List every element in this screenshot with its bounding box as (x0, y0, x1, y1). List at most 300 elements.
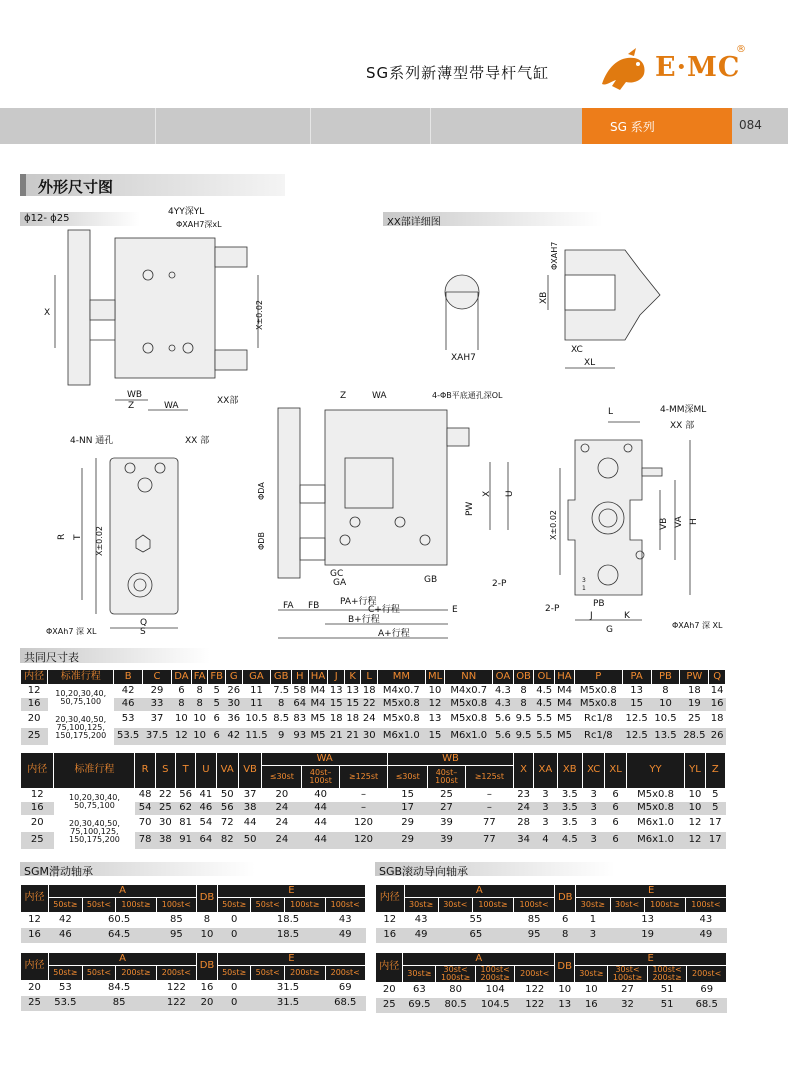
table-cell: 37.5 (143, 728, 172, 745)
table-cell: 15 (622, 698, 651, 711)
table-header-cell: J (328, 670, 345, 685)
table-header-cell: A (404, 885, 555, 898)
table-cell: 10 (175, 713, 188, 725)
top-wa: WA (164, 401, 179, 411)
table-cell: 5 (208, 698, 226, 711)
table-cell: 50 (220, 789, 234, 801)
common-dims-table-1 (20, 669, 726, 745)
side-2p: 2-P (545, 604, 560, 614)
table-header-cell: ML (425, 670, 445, 685)
table-header-cell: 100st≥ (472, 898, 513, 913)
table-cell: 31.5 (276, 982, 300, 994)
side-h: H (689, 518, 699, 525)
table-header-row (21, 953, 366, 966)
left-xah7: ΦXAh7 深 XL (46, 627, 97, 636)
table-cell: 8 (203, 914, 211, 926)
table-cell: 53.5 (114, 728, 143, 745)
table-header-cell: VB (238, 753, 261, 789)
table-header-cell: PW (680, 670, 709, 685)
table-cell: 42 (121, 685, 135, 697)
table-cell: 9.5 (513, 728, 534, 745)
table-header-cell: 200st≥ (116, 966, 156, 981)
table-cell: 65 (438, 928, 513, 943)
table-cell: M5x0.8 (579, 685, 617, 697)
top-wb: WB (127, 390, 143, 400)
table-row (21, 728, 726, 745)
table-cell: 70 (138, 817, 152, 829)
table-cell: 16 (575, 998, 608, 1013)
table-cell: 5.5 (536, 713, 553, 725)
table-header-cell: GB (271, 670, 292, 685)
table-cell: 17 (388, 802, 428, 815)
table-cell: 16 (376, 928, 405, 943)
table-cell: 53 (121, 713, 135, 725)
side-port-3: 3 (582, 577, 586, 584)
table-cell: – (465, 802, 513, 815)
front-ob-label: 4-ΦB平底通孔深OL (432, 391, 503, 400)
table-header-cell: U (196, 753, 216, 789)
table-header-cell: 50st≥ (49, 898, 83, 913)
table-header-cell: OA (493, 670, 514, 685)
sgb-table-1 (375, 884, 727, 943)
side-xx-part: XX 部 (670, 421, 695, 431)
table-cell: 25 (21, 832, 54, 849)
side-j: J (590, 611, 593, 621)
table-cell: 29 (401, 817, 415, 829)
left-t: T (73, 534, 83, 540)
table-cell: 3.5 (561, 817, 578, 829)
table-header-cell: DB (555, 885, 576, 913)
table-cell: 12 (30, 789, 44, 801)
table-cell: 19 (680, 698, 709, 711)
table-header-cell: 内径 (376, 885, 405, 913)
table-cell: 30 (361, 728, 378, 745)
table-cell: 5 (705, 802, 725, 815)
table-cell: 78 (135, 832, 155, 849)
sgm-title-bar (20, 862, 255, 876)
table-cell: 38 (155, 832, 175, 849)
table-cell: 24 (262, 802, 302, 815)
table-header-cell: MM (377, 670, 425, 685)
table-cell: 64.5 (82, 928, 156, 943)
table-cell: 24 (262, 832, 302, 849)
sgm-table-1 (20, 884, 366, 943)
table-cell: 27 (621, 984, 634, 996)
table-cell: 3 (582, 832, 604, 849)
table-row (376, 913, 727, 929)
table-cell: 6 (612, 789, 619, 801)
table-header-cell: DA (171, 670, 191, 685)
table-header-cell: 30st≥ (576, 898, 610, 913)
table-cell: 43 (414, 914, 428, 926)
front-da: ΦDA (257, 482, 266, 500)
table-cell: 91 (175, 832, 195, 849)
table-header-cell: E (575, 953, 727, 966)
series-label: SG 系列 (610, 120, 655, 134)
table-cell: 122 (525, 984, 545, 996)
table-cell: 21 (328, 728, 345, 745)
table-header-cell: XA (534, 753, 557, 789)
table-cell: 13 (428, 713, 442, 725)
table-cell: 43 (338, 914, 352, 926)
table-cell: 29 (150, 685, 164, 697)
table-cell: 25 (687, 713, 701, 725)
table-cell: 15 (329, 698, 343, 710)
table-cell: 85 (527, 914, 541, 926)
table-cell: 0 (217, 928, 251, 943)
table-cell: 56 (216, 802, 238, 815)
table-cell: 49 (685, 928, 726, 943)
table-header-cell: 内径 (21, 753, 54, 789)
front-b: B+行程 (348, 615, 380, 625)
table-cell: 21 (344, 728, 361, 745)
table-cell: 25 (376, 998, 403, 1013)
table-cell: M5 (556, 713, 572, 725)
table-header-cell: WB (388, 753, 514, 766)
table-cell: 8.5 (273, 713, 290, 725)
table-cell: 20,30,40,50, 75,100,125, 150,175,200 (55, 715, 107, 740)
table-cell: 40 (314, 789, 327, 801)
front-gb: GB (424, 575, 438, 585)
table-header-cell: 50st< (251, 966, 285, 981)
table-cell: 6 (208, 728, 226, 745)
table-cell: M5 (308, 728, 328, 745)
table-header-cell: XB (557, 753, 582, 789)
table-cell: 30 (158, 817, 172, 829)
top-xah7-label: ΦXAH7深xL (176, 220, 222, 229)
table-cell: 28.5 (680, 728, 709, 745)
table-cell: 95 (514, 928, 555, 943)
detail-xl: XL (584, 358, 596, 368)
brand-name: E·MC (655, 52, 741, 83)
detail-xb: XB (539, 291, 549, 304)
table-cell: 120 (353, 817, 374, 829)
table-cell: M5x0.8 (574, 698, 622, 711)
table-cell: 0 (230, 914, 238, 926)
table-cell: – (361, 789, 366, 801)
table-header-cell: 50st< (82, 898, 116, 913)
table-header-cell: YL (685, 753, 705, 789)
table-header-cell: 100st≥ (116, 898, 156, 913)
table-cell: 11 (250, 685, 263, 697)
table-cell: 16 (21, 698, 48, 711)
table-row (21, 698, 726, 711)
table-cell: 37 (150, 713, 164, 725)
table-cell: 18.5 (251, 928, 325, 943)
table-header-cell: OL (534, 670, 555, 685)
page-number: 084 (739, 118, 762, 132)
table-cell: 3.5 (561, 789, 578, 801)
table-cell: 18 (710, 713, 724, 725)
table-header-cell: ≤30st (388, 766, 428, 789)
table-cell: 60.5 (108, 914, 131, 926)
table-cell: 8 (171, 698, 191, 711)
table-header-cell: NN (445, 670, 493, 685)
table-header-cell: 内径 (376, 953, 403, 983)
table-cell: 20 (27, 713, 41, 725)
table-cell: 4.5 (534, 698, 555, 711)
table-cell: 8 (191, 698, 208, 711)
table-cell: 122 (166, 982, 186, 994)
table-header-cell: S (155, 753, 175, 789)
side-g: G (606, 625, 613, 635)
top-z: Z (128, 401, 135, 411)
table-row (21, 815, 726, 832)
table-cell: 11.5 (242, 728, 271, 745)
table-cell: M5 (555, 728, 575, 745)
table-cell: 122 (156, 996, 196, 1011)
table-cell: M5x0.8 (377, 698, 425, 711)
table-header-cell: ≥125st (465, 766, 513, 789)
table-cell: 63 (413, 984, 426, 996)
table-header-cell: FA (191, 670, 208, 685)
table-header-cell: 200st≥ (285, 966, 325, 981)
table-cell: Rc1/8 (574, 728, 622, 745)
sgb-title-bar (375, 862, 615, 876)
table-cell: 12 (27, 685, 41, 697)
table-header-cell: 100st< (325, 898, 366, 913)
table-cell: 13 (346, 685, 360, 697)
table-cell: 5 (213, 685, 220, 697)
table-cell: 10 (193, 713, 206, 725)
table-cell: 16 (21, 928, 49, 943)
left-q: Q (140, 618, 148, 628)
table-cell: 12 (688, 817, 702, 829)
table-cell: M5x0.8 (445, 698, 493, 711)
table-cell: 17 (705, 832, 725, 849)
section-header-dimensions (20, 174, 285, 196)
table-cell: 6 (178, 685, 185, 697)
table-cell: 122 (515, 998, 555, 1013)
section-title: 外形尺寸图 (38, 178, 114, 196)
table-cell: 6 (605, 832, 626, 849)
front-pa: PA+行程 (340, 597, 377, 607)
table-row (376, 928, 727, 943)
front-a: A+行程 (378, 629, 410, 639)
table-cell: 10 (584, 984, 598, 996)
side-x-tol: X±0.02 (549, 510, 558, 540)
table-cell: 38 (238, 802, 261, 815)
table-row (21, 928, 366, 943)
table-cell: 51 (647, 998, 687, 1013)
side-pb: PB (593, 599, 605, 609)
sgb-table-2 (375, 952, 727, 1013)
top-xx-part: XX部 (217, 396, 239, 406)
table-cell: 93 (292, 728, 309, 745)
table-cell: 34 (513, 832, 533, 849)
table-header-cell: PB (651, 670, 680, 685)
table-header-cell: 100st≥ (644, 898, 685, 913)
table-cell: 29 (388, 832, 428, 849)
table-cell: M6x1.0 (626, 832, 685, 849)
table-cell: 77 (482, 817, 496, 829)
table-cell: 10 (191, 728, 208, 745)
table-cell: 22 (362, 698, 376, 710)
table-header-cell: WA (262, 753, 388, 766)
table-header-cell: 30st≥ (404, 898, 438, 913)
table-header-cell: 50st< (251, 898, 285, 913)
table-cell: 8 (271, 698, 292, 711)
table-cell: 6 (605, 802, 626, 815)
table-cell: Rc1/8 (584, 713, 613, 725)
front-db: ΦDB (257, 532, 266, 550)
table-cell: 64 (196, 832, 216, 849)
front-x: X (482, 490, 492, 497)
table-cell: 83 (293, 713, 307, 725)
table-cell: 5.6 (493, 728, 514, 745)
table-cell: 6 (612, 817, 619, 829)
table-header-cell: 50st≥ (49, 966, 83, 981)
table-cell: 85 (82, 996, 156, 1011)
table-cell: 15 (346, 698, 360, 710)
table-cell: 0 (230, 982, 238, 994)
table-cell: 69.5 (403, 998, 436, 1013)
table-header-cell: 40st– 100st (428, 766, 466, 789)
table-cell: M5x0.8 (637, 789, 674, 801)
table-header-cell: YY (626, 753, 685, 789)
table-cell: 68.5 (325, 996, 366, 1011)
table-cell: 5 (712, 789, 719, 801)
table-header-cell: 标准行程 (54, 753, 135, 789)
table-cell: 9 (271, 728, 292, 745)
table-cell: 49 (325, 928, 366, 943)
table-cell: 54 (135, 802, 155, 815)
table-cell: 18 (346, 713, 360, 725)
left-s: S (140, 627, 146, 637)
table-cell: M5x0.8 (382, 713, 420, 725)
table-header-cell: 100st< (685, 898, 726, 913)
table-cell: 8 (520, 685, 527, 697)
table-header-cell: DB (197, 885, 218, 913)
table-cell: M4 (555, 698, 575, 711)
table-subheader-row (21, 966, 366, 981)
table-cell: 39 (440, 817, 453, 829)
table-cell: 12 (685, 832, 705, 849)
table-cell: 5.5 (534, 728, 555, 745)
table-cell: 8 (662, 685, 669, 697)
table-cell: 58 (293, 685, 307, 697)
table-cell: 55 (469, 914, 483, 926)
table-header-cell: 50st≥ (217, 966, 251, 981)
table-header-cell: XL (605, 753, 626, 789)
table-cell: 20,30,40,50, 75,100,125, 150,175,200 (68, 819, 120, 844)
table-cell: 19 (610, 928, 685, 943)
table-header-cell: 30st< 100st≥ (436, 966, 476, 983)
table-header-cell: OB (513, 670, 534, 685)
table-cell: 30 (227, 698, 241, 710)
table-cell: 36 (227, 713, 241, 725)
registered-mark: ® (736, 44, 746, 55)
table-header-cell: 30st< (438, 898, 472, 913)
table-header-cell: 30st≥ (575, 966, 608, 983)
table-cell: 3 (534, 802, 557, 815)
table-cell: 6 (562, 914, 569, 926)
table-cell: 17 (708, 817, 722, 829)
front-2p: 2-P (492, 579, 507, 589)
table-header-cell: VA (216, 753, 238, 789)
table-cell: 13 (555, 998, 575, 1013)
table-header-cell: 200st< (325, 966, 366, 981)
table-subheader-row (21, 898, 366, 913)
table-cell: 95 (156, 928, 196, 943)
detail-phi-xah7: ΦXAH7 (550, 241, 559, 270)
front-fb: FB (308, 601, 320, 611)
table-cell: M6x1.0 (637, 817, 674, 829)
table-cell: – (486, 789, 492, 801)
table-cell: M5x0.8 (626, 802, 685, 815)
table-row (21, 789, 726, 803)
table-cell: 80 (449, 984, 462, 996)
table-cell: 14 (710, 685, 724, 697)
table-cell: 81 (179, 817, 192, 829)
table-header-cell: 内径 (21, 953, 49, 981)
detail-title-label: XX部详细图 (387, 217, 441, 228)
table-header-cell: 30st< (610, 898, 644, 913)
left-r: R (57, 533, 67, 540)
table-cell: 4 (534, 832, 557, 849)
table-cell: 10,20,30,40, 50,75,100 (68, 793, 120, 810)
table-cell: 3 (542, 789, 549, 801)
sgb-title: SGB滚动导向轴承 (379, 865, 469, 878)
side-l: L (608, 407, 614, 417)
top-x-label: X (44, 308, 51, 318)
table-header-cell: K (344, 670, 361, 685)
table-cell: 6 (213, 713, 220, 725)
table-cell: 50 (238, 832, 261, 849)
front-e: E (452, 605, 458, 615)
table-cell: 20 (30, 817, 44, 829)
table-header-cell: HA (555, 670, 575, 685)
table-cell: 85 (170, 914, 183, 926)
table-cell: 3 (582, 802, 604, 815)
common-dims-bar (20, 648, 210, 663)
common-dims-table-2 (20, 752, 726, 849)
table-cell: 28 (517, 817, 530, 829)
table-cell: 12.5 (625, 713, 648, 725)
table-header-cell: 40st– 100st (302, 766, 340, 789)
table-cell: 12 (425, 698, 445, 711)
table-header-cell: E (217, 885, 365, 898)
side-mm-label: 4-MM深ML (660, 405, 707, 415)
table-cell: 24 (362, 713, 376, 725)
table-cell: 25 (21, 996, 49, 1011)
table-cell: 46 (196, 802, 216, 815)
table-cell: 25 (440, 789, 453, 801)
series-tab (582, 108, 732, 144)
table-header-cell: GA (242, 670, 271, 685)
table-cell: M4 (310, 685, 326, 697)
table-cell: M4 (556, 685, 572, 697)
table-cell: 10 (197, 928, 218, 943)
table-cell: 49 (404, 928, 438, 943)
table-cell: 13 (329, 685, 343, 697)
table-cell: 46 (49, 928, 83, 943)
table-cell: 42 (226, 728, 243, 745)
table-cell: 15 (425, 728, 445, 745)
table-cell: 10.5 (245, 713, 268, 725)
table-cell: 37 (243, 789, 257, 801)
table-cell: 20 (197, 996, 218, 1011)
table-cell: 8 (555, 928, 576, 943)
table-cell: 3 (590, 789, 597, 801)
table-cell: 9.5 (515, 713, 532, 725)
table-cell: 3 (576, 928, 610, 943)
table-header-cell: 100st< 200st≥ (475, 966, 515, 983)
table-header-cell: X (513, 753, 533, 789)
table-header-cell: DB (555, 953, 575, 983)
table-cell: 8 (196, 685, 203, 697)
table-cell: 62 (175, 802, 195, 815)
